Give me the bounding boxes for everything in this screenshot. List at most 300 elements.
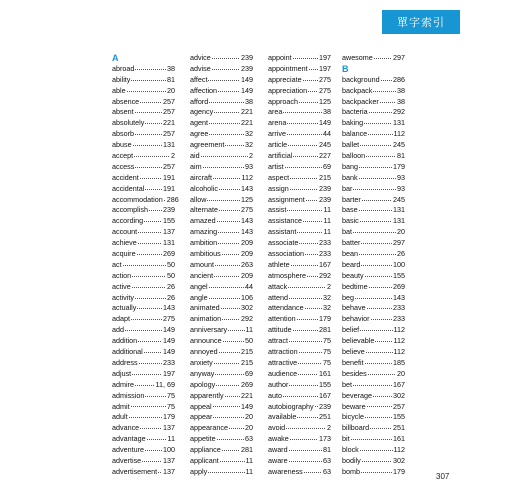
dot-leader xyxy=(365,276,392,277)
entry-word: appointment xyxy=(268,63,308,73)
entry-page: 197 xyxy=(163,368,175,378)
entry-page: 167 xyxy=(319,390,331,400)
index-entry xyxy=(190,282,253,293)
entry-word: ambition xyxy=(190,238,218,248)
index-entry xyxy=(190,205,253,216)
entry-page: 63 xyxy=(323,455,331,465)
dot-leader xyxy=(359,210,392,211)
entry-word: alternate xyxy=(190,205,218,215)
entry-page: 44 xyxy=(323,129,331,139)
entry-page: 143 xyxy=(241,216,253,226)
entry-page: 245 xyxy=(393,140,405,150)
entry-page: 20 xyxy=(245,412,253,422)
index-entry xyxy=(342,53,405,64)
index-entry xyxy=(268,336,331,347)
dot-leader xyxy=(222,319,240,320)
dot-leader xyxy=(229,428,244,429)
entry-page: 38 xyxy=(397,85,405,95)
entry-word: accomplish xyxy=(112,205,148,215)
index-entry xyxy=(112,97,175,108)
entry-word: ambitious xyxy=(190,249,221,259)
entry-word: attack xyxy=(268,281,288,291)
entry-page: 112 xyxy=(393,325,405,335)
index-entry xyxy=(112,282,175,293)
dot-leader xyxy=(289,461,322,462)
index-entry xyxy=(268,238,331,249)
entry-page: 302 xyxy=(393,390,405,400)
entry-word: balloon xyxy=(342,151,366,161)
entry-page: 38 xyxy=(167,63,175,73)
entry-word: access xyxy=(112,161,135,171)
dot-leader xyxy=(127,91,166,92)
entry-word: attention xyxy=(268,314,296,324)
entry-word: amount xyxy=(190,259,214,269)
entry-page: 149 xyxy=(241,74,253,84)
dot-leader xyxy=(303,221,323,222)
entry-word: angle xyxy=(190,292,208,302)
dot-leader xyxy=(132,287,166,288)
dot-leader xyxy=(140,428,162,429)
entry-page: 75 xyxy=(167,390,175,400)
index-entry xyxy=(342,293,405,304)
entry-page: 281 xyxy=(319,325,331,335)
index-entry xyxy=(112,423,175,434)
entry-page: 112 xyxy=(393,445,405,455)
dot-leader xyxy=(287,210,322,211)
entry-word: aid xyxy=(190,151,200,161)
index-entry xyxy=(342,249,405,260)
dot-leader xyxy=(285,167,322,168)
index-entry xyxy=(268,249,331,260)
index-entry xyxy=(268,173,331,184)
dot-leader xyxy=(364,123,392,124)
entry-page: 155 xyxy=(393,412,405,422)
index-entry xyxy=(342,314,405,325)
index-entry xyxy=(190,184,253,195)
entry-page: 251 xyxy=(319,412,331,422)
entry-page: 149 xyxy=(163,336,175,346)
dot-leader xyxy=(135,298,166,299)
entry-page: 38 xyxy=(323,107,331,117)
entry-word: bedtime xyxy=(342,281,368,291)
dot-leader xyxy=(298,363,322,364)
entry-word: beauty xyxy=(342,270,364,280)
entry-page: 2 xyxy=(249,151,253,161)
index-entry xyxy=(268,53,331,64)
entry-page: 239 xyxy=(241,53,253,62)
dot-leader xyxy=(147,439,167,440)
entry-word: bang xyxy=(342,161,358,171)
index-entry xyxy=(342,467,405,478)
entry-page: 149 xyxy=(241,85,253,95)
index-entry xyxy=(342,347,405,358)
entry-page: 281 xyxy=(241,445,253,455)
dot-leader xyxy=(369,287,392,288)
entry-word: article xyxy=(268,140,288,150)
entry-word: attend xyxy=(268,292,288,302)
index-entry xyxy=(112,260,175,271)
index-entry xyxy=(268,64,331,75)
dot-leader xyxy=(135,385,155,386)
entry-page: 275 xyxy=(319,74,331,84)
index-entry xyxy=(112,314,175,325)
index-entry xyxy=(268,358,331,369)
index-entry xyxy=(268,282,331,293)
entry-word: absence xyxy=(112,96,140,106)
index-entry xyxy=(112,467,175,478)
index-entry xyxy=(268,456,331,467)
entry-word: apply xyxy=(190,466,208,476)
entry-word: agreement xyxy=(190,140,225,150)
entry-page: 179 xyxy=(163,412,175,422)
dot-leader xyxy=(367,406,392,407)
index-entry xyxy=(112,402,175,413)
entry-word: actually xyxy=(112,303,137,313)
index-entry xyxy=(268,184,331,195)
index-entry xyxy=(112,369,175,380)
entry-word: attraction xyxy=(268,347,298,357)
entry-word: abroad xyxy=(112,63,135,73)
index-entry xyxy=(190,249,253,260)
index-entry xyxy=(112,456,175,467)
entry-word: agree xyxy=(190,129,209,139)
dot-leader xyxy=(131,80,166,81)
dot-leader xyxy=(361,243,392,244)
index-entry xyxy=(112,347,175,358)
entry-word: able xyxy=(112,85,126,95)
section-letter: B xyxy=(342,63,349,74)
entry-word: attendance xyxy=(268,303,304,313)
entry-page: 32 xyxy=(323,303,331,313)
entry-word: admission xyxy=(112,390,145,400)
entry-word: absolutely xyxy=(112,118,145,128)
entry-page: 233 xyxy=(319,249,331,259)
index-entry xyxy=(112,445,175,456)
dot-leader xyxy=(209,287,244,288)
entry-word: achieve xyxy=(112,238,137,248)
index-entry xyxy=(112,412,175,423)
entry-page: 292 xyxy=(241,314,253,324)
entry-page: 239 xyxy=(319,194,331,204)
entry-page: 257 xyxy=(163,107,175,117)
entry-page: 131 xyxy=(393,216,405,226)
index-entry xyxy=(190,380,253,391)
index-entry xyxy=(268,293,331,304)
entry-word: audience xyxy=(268,368,298,378)
dot-leader xyxy=(145,396,166,397)
dot-leader xyxy=(303,80,318,81)
entry-page: 69 xyxy=(323,161,331,171)
entry-page: 93 xyxy=(397,183,405,193)
index-entry xyxy=(268,402,331,413)
entry-word: batter xyxy=(342,238,361,248)
entry-word: background xyxy=(342,74,380,84)
dot-leader xyxy=(218,232,240,233)
entry-page: 131 xyxy=(393,205,405,215)
index-entry xyxy=(112,75,175,86)
dot-leader xyxy=(135,167,162,168)
entry-page: 20 xyxy=(397,368,405,378)
index-entry xyxy=(190,107,253,118)
entry-page: 179 xyxy=(319,314,331,324)
index-entry xyxy=(112,325,175,336)
entry-word: beware xyxy=(342,401,366,411)
entry-word: benefit xyxy=(342,357,364,367)
index-entry xyxy=(268,86,331,97)
dot-leader xyxy=(368,134,392,135)
index-entry xyxy=(190,391,253,402)
dot-leader xyxy=(219,189,240,190)
index-entry xyxy=(190,129,253,140)
index-entry xyxy=(342,129,405,140)
entry-word: address xyxy=(112,357,138,367)
dot-leader xyxy=(297,232,322,233)
index-entry xyxy=(342,205,405,216)
entry-word: ballet xyxy=(342,140,360,150)
dot-leader xyxy=(307,276,318,277)
dot-leader xyxy=(217,439,244,440)
index-entry xyxy=(112,336,175,347)
entry-word: besides xyxy=(342,368,367,378)
entry-word: admire xyxy=(112,379,134,389)
entry-word: bit xyxy=(342,434,350,444)
entry-word: add xyxy=(112,325,124,335)
entry-page: 11 xyxy=(323,205,331,215)
dot-leader xyxy=(298,374,318,375)
dot-leader xyxy=(362,200,392,201)
index-entry xyxy=(190,75,253,86)
index-entry xyxy=(112,107,175,118)
index-entry xyxy=(342,434,405,445)
entry-page: 131 xyxy=(163,238,175,248)
entry-word: applicant xyxy=(190,455,219,465)
entry-word: appoint xyxy=(268,53,292,62)
entry-page: 2 xyxy=(327,281,331,291)
index-entry xyxy=(342,151,405,162)
dot-leader xyxy=(371,319,392,320)
entry-page: 75 xyxy=(323,357,331,367)
index-entry xyxy=(268,423,331,434)
index-entry xyxy=(268,75,331,86)
index-entry xyxy=(268,434,331,445)
entry-word: base xyxy=(342,205,358,215)
entry-page: 63 xyxy=(245,434,253,444)
index-entry xyxy=(342,336,405,347)
dot-leader xyxy=(293,330,318,331)
entry-page: 20 xyxy=(245,423,253,433)
entry-word: amazing xyxy=(190,227,218,237)
dot-leader xyxy=(305,308,322,309)
dot-leader xyxy=(360,221,392,222)
entry-page: 239 xyxy=(163,205,175,215)
entry-page: 257 xyxy=(163,161,175,171)
index-entry xyxy=(342,162,405,173)
index-entry xyxy=(112,194,179,206)
index-entry xyxy=(190,271,253,282)
entry-page: 155 xyxy=(393,270,405,280)
entry-word: active xyxy=(112,281,131,291)
entry-word: awesome xyxy=(342,53,373,62)
entry-word: affect xyxy=(190,74,208,84)
dot-leader xyxy=(219,210,240,211)
dot-leader xyxy=(228,330,244,331)
dot-leader xyxy=(134,156,170,157)
entry-page: 93 xyxy=(245,161,253,171)
entry-page: 191 xyxy=(163,183,175,193)
entry-word: afford xyxy=(190,96,209,106)
dot-leader xyxy=(315,406,318,407)
dot-leader xyxy=(289,341,322,342)
entry-word: balance xyxy=(342,129,368,139)
dot-leader xyxy=(297,319,318,320)
dot-leader xyxy=(283,112,322,113)
dot-leader xyxy=(207,200,240,201)
entry-page: 161 xyxy=(393,434,405,444)
index-entry xyxy=(190,64,253,75)
dot-leader xyxy=(288,145,318,146)
page-number: 307 xyxy=(436,472,450,481)
index-entry xyxy=(190,347,253,358)
index-entry xyxy=(112,64,175,75)
index-entry xyxy=(268,216,331,227)
entry-page: 112 xyxy=(241,172,253,182)
dot-leader xyxy=(299,243,318,244)
dot-leader xyxy=(287,134,322,135)
entry-word: area xyxy=(268,107,283,117)
entry-word: aircraft xyxy=(190,172,212,182)
entry-word: ability xyxy=(112,74,131,84)
dot-leader xyxy=(221,308,240,309)
entry-page: 245 xyxy=(393,194,405,204)
entry-page: 75 xyxy=(323,336,331,346)
entry-word: accept xyxy=(112,151,134,161)
index-entry xyxy=(190,227,253,238)
dot-leader xyxy=(361,265,392,266)
index-entry xyxy=(268,271,331,282)
dot-leader xyxy=(214,363,240,364)
dot-leader xyxy=(370,428,392,429)
dot-leader xyxy=(373,396,392,397)
dot-leader xyxy=(353,385,392,386)
entry-page: 143 xyxy=(241,227,253,237)
entry-page: 209 xyxy=(241,238,253,248)
entry-word: agency xyxy=(190,107,214,117)
dot-leader xyxy=(132,276,166,277)
index-entry xyxy=(342,184,405,195)
index-entry xyxy=(268,325,331,336)
entry-word: behave xyxy=(342,303,366,313)
entry-word: accidental xyxy=(112,183,145,193)
index-entry xyxy=(342,402,405,413)
dot-leader xyxy=(289,298,322,299)
dot-leader xyxy=(351,439,392,440)
dot-leader xyxy=(164,200,166,201)
entry-page: 275 xyxy=(163,314,175,324)
dot-leader xyxy=(355,298,392,299)
index-entry xyxy=(112,249,175,260)
index-entry xyxy=(112,238,175,249)
index-entry xyxy=(342,140,405,151)
entry-word: backpack xyxy=(342,85,373,95)
entry-page: 11 xyxy=(167,434,175,444)
entry-word: abuse xyxy=(112,140,132,150)
index-entry xyxy=(342,456,405,467)
entry-page: 50 xyxy=(167,270,175,280)
index-entry xyxy=(112,227,175,238)
entry-page: 137 xyxy=(163,423,175,433)
entry-word: adult xyxy=(112,412,128,422)
entry-word: advise xyxy=(190,63,211,73)
entry-page: 233 xyxy=(393,314,405,324)
entry-page: 11, 69 xyxy=(155,379,175,389)
index-entry xyxy=(112,205,175,216)
dot-leader xyxy=(131,406,166,407)
entry-page: 112 xyxy=(393,347,405,357)
entry-page: 233 xyxy=(393,303,405,313)
entry-word: anniversary xyxy=(190,325,228,335)
dot-leader xyxy=(208,472,244,473)
entry-word: aspect xyxy=(268,172,290,182)
entry-page: 275 xyxy=(241,205,253,215)
dot-leader xyxy=(362,461,392,462)
entry-word: artificial xyxy=(268,151,293,161)
dot-leader xyxy=(137,254,162,255)
entry-word: apology xyxy=(190,379,216,389)
index-entry xyxy=(112,140,175,151)
index-entry xyxy=(342,118,405,129)
entry-page: 143 xyxy=(393,292,405,302)
index-entry xyxy=(190,412,253,423)
dot-leader xyxy=(222,450,240,451)
dot-leader xyxy=(361,472,392,473)
entry-page: 81 xyxy=(397,151,405,161)
index-entry xyxy=(112,162,175,173)
entry-page: 32 xyxy=(245,140,253,150)
entry-word: accident xyxy=(112,172,139,182)
entry-page: 233 xyxy=(163,357,175,367)
entry-word: available xyxy=(268,412,297,422)
entry-word: agent xyxy=(190,118,208,128)
entry-word: bodily xyxy=(342,455,361,465)
entry-page: 215 xyxy=(241,357,253,367)
dot-leader xyxy=(213,417,244,418)
dot-leader xyxy=(140,102,162,103)
dot-leader xyxy=(223,341,244,342)
index-entry xyxy=(268,227,331,238)
entry-word: arena xyxy=(268,118,287,128)
index-entry xyxy=(342,195,405,206)
index-entry xyxy=(342,303,405,314)
entry-page: 11 xyxy=(245,466,253,476)
index-entry xyxy=(190,369,253,380)
dot-leader xyxy=(203,167,244,168)
dot-leader xyxy=(297,417,318,418)
entry-page: 185 xyxy=(393,357,405,367)
dot-leader xyxy=(366,352,393,353)
index-entry xyxy=(268,97,331,108)
entry-word: absent xyxy=(112,107,134,117)
entry-word: autobiography xyxy=(268,401,314,411)
entry-page: 227 xyxy=(319,151,331,161)
entry-page: 257 xyxy=(163,96,175,106)
entry-word: additional xyxy=(112,347,143,357)
index-entry xyxy=(190,325,253,336)
index-entry xyxy=(268,391,331,402)
dot-leader xyxy=(220,461,245,462)
entry-page: 137 xyxy=(163,455,175,465)
entry-page: 26 xyxy=(167,281,175,291)
entry-page: 239 xyxy=(319,183,331,193)
